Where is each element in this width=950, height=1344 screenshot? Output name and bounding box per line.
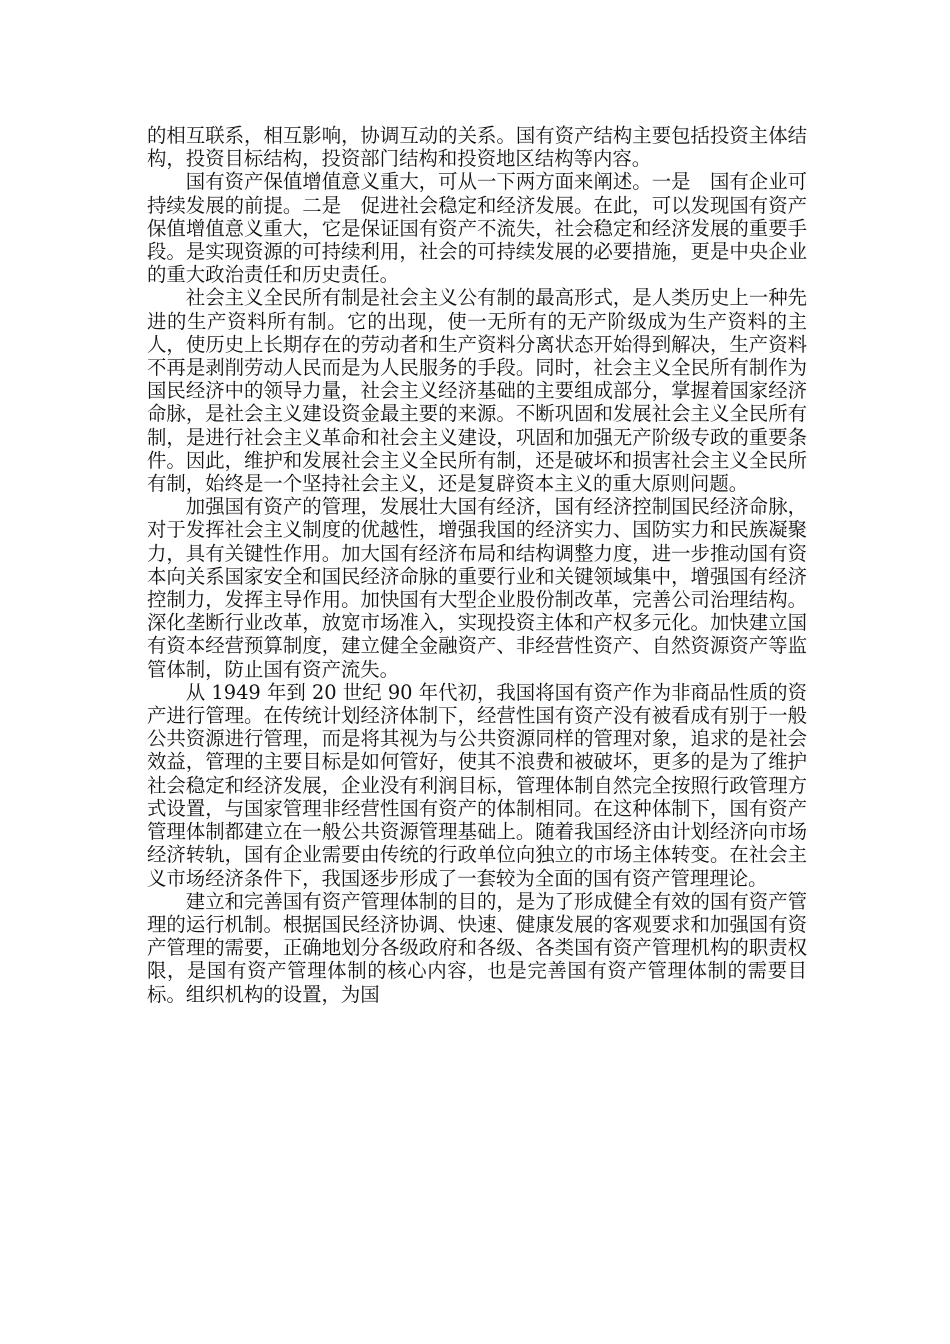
paragraph-3: 社会主义全民所有制是社会主义公有制的最高形式，是人类历史上一种先进的生产资料所有制。它的出现，使一无所有的无产阶级成为生产资料的主人，使历史上长期存在的劳动者和生产资料分离状态开始得到解决，生产资料不再是剥削劳动人民而是为人民服务的手段。同时，社会主义全民所有制作为国民经济中的领导力量，社会主义经济基础的主要组成部分，掌握着国家经济命脉，是社会主义建设资金最主要的来源。不断巩固和发展社会主义全民所有制，是进行社会主义革命和社会主义建设，巩固和加强无产阶级专政的重要条件。因此，维护和发展社会主义全民所有制，还是破坏和损害社会主义全民所有制，始终是一个坚持社会主义，还是复辟资本主义的重大原则问题。 xyxy=(147,286,807,496)
paragraph-2: 国有资产保值增值意义重大，可从一下两方面来阐述。一是 国有企业可持续发展的前提。二是 促进社会稳定和经济发展。在此，可以发现国有资产保值增值意义重大，它是保证国有资产不流失，社会稳定和经济发展的重要手段。是实现资源的可持续利用，社会的可持续发展的必要措施，更是中央企业的重大政治责任和历史责任。 xyxy=(147,170,807,287)
document-page xyxy=(147,124,807,1006)
paragraph-1: 的相互联系，相互影响，协调互动的关系。国有资产结构主要包括投资主体结构，投资目标结构，投资部门结构和投资地区结构等内容。 xyxy=(147,124,807,171)
paragraph-6: 建立和完善国有资产管理体制的目的，是为了形成健全有效的国有资产管理的运行机制。根据国民经济协调、快速、健康发展的客观要求和加强国有资产管理的需要，正确地划分各级政府和各级、各类国有资产管理机构的职责权限，是国有资产管理体制的核心内容，也是完善国有资产管理体制的需要目标。组织机构的设置，为国 xyxy=(147,889,807,1006)
paragraph-4: 加强国有资产的管理，发展壮大国有经济，国有经济控制国民经济命脉，对于发挥社会主义制度的优越性，增强我国的经济实力、国防实力和民族凝聚力，具有关键性作用。加大国有经济布局和结构调整力度，进一步推动国有资本向关系国家安全和国民经济命脉的重要行业和关键领域集中，增强国有经济控制力，发挥主导作用。加快国有大型企业股份制改革，完善公司治理结构。深化垄断行业改革，放宽市场准入，实现投资主体和产权多元化。加快建立国有资本经营预算制度，建立健全金融资产、非经营性资产、自然资源资产等监管体制，防止国有资产流失。 xyxy=(147,495,807,681)
paragraph-5: 从 1949 年到 20 世纪 90 年代初，我国将国有资产作为非商品性质的资产进行管理。在传统计划经济体制下，经营性国有资产没有被看成有别于一般公共资源进行管理，而是将其视为与公共资源同样的管理对象，追求的是社会效益，管理的主要目标是如何管好，使其不浪费和被破坏，更多的是为了维护社会稳定和经济发展，企业没有利润目标，管理体制自然完全按照行政管理方式设置，与国家管理非经营性国有资产的体制相同。在这种体制下，国有资产管理体制都建立在一般公共资源管理基础上。随着我国经济由计划经济向市场经济转轨，国有企业需要由传统的行政单位向独立的市场主体转变。在社会主义市场经济条件下，我国逐步形成了一套较为全面的国有资产管理理论。 xyxy=(147,680,807,890)
